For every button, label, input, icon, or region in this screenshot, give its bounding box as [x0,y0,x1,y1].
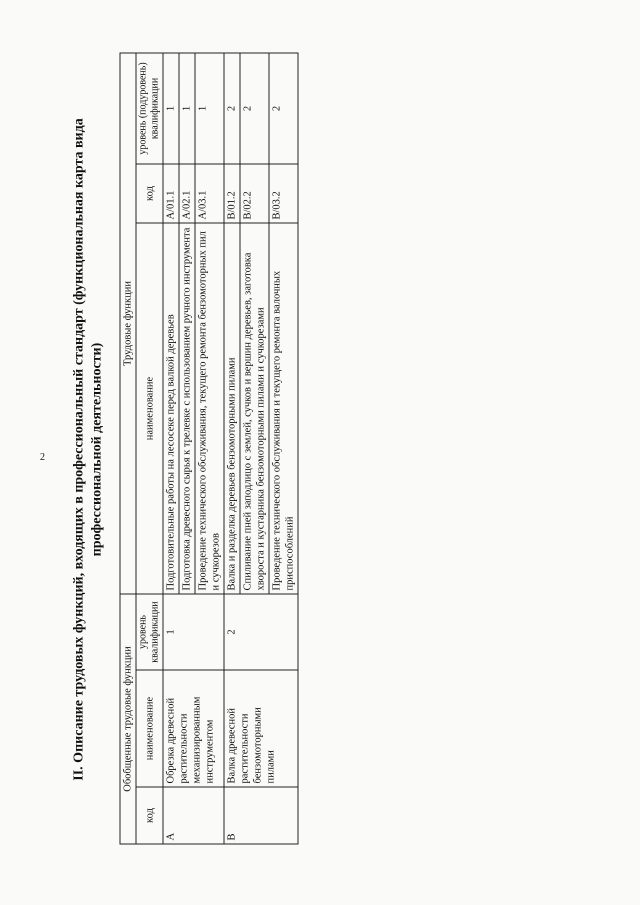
header-function-code: код [136,164,163,223]
function-name: Подготовка древесного сырья к трелевке с использованием ручного инструмента [179,223,195,594]
function-level: 1 [163,53,179,164]
function-level: 1 [179,53,195,164]
function-code: A/01.1 [163,164,179,223]
header-generalized-functions: Обобщенные трудовые функции [120,594,136,844]
group-name: Обрезка древесной растительности механизированным инструментом [163,670,224,787]
function-level: 2 [269,53,298,164]
group-name: Валка древесной растительности бензомоторными пилами [224,670,298,787]
function-code: B/02.2 [240,164,269,223]
header-function-level: уровень (подуровень) квалификации [136,53,163,164]
table-row [224,53,240,844]
function-name: Проведение технического обслуживания, текущего ремонта бензомоторных пил и сучкорезов [195,223,224,594]
functional-map-table [120,52,299,844]
function-code: A/02.1 [179,164,195,223]
function-name: Подготовительные работы на лесосеке перед валкой деревьев [163,223,179,594]
group-level: 1 [163,594,224,670]
section-title-line-1: II. Описание трудовых функций, входящих в профессиональный стандарт (функциональная карта вида [71,118,87,781]
function-code: B/03.2 [269,164,298,223]
table-body [163,53,298,844]
header-code: код [136,787,163,844]
header-name: наименование [136,670,163,787]
section-title-line-2: профессиональной деятельности) [89,342,105,557]
function-name: Валка и разделка деревьев бензомоторными пилами [224,223,240,594]
table-row [163,53,179,844]
function-level: 1 [195,53,224,164]
function-name: Проведение технического обслуживания и текущего ремонта валочных приспособлений [269,223,298,594]
function-code: B/01.2 [224,164,240,223]
group-level: 2 [224,594,298,670]
function-code: A/03.1 [195,164,224,223]
group-code: A [163,787,224,844]
table-header [120,53,163,844]
rotated-sheet [1,0,640,905]
group-code: B [224,787,298,844]
section-title [71,55,107,845]
page-number: 2 [40,452,45,463]
header-function-name: наименование [136,223,163,594]
function-level: 2 [224,53,240,164]
header-labor-functions: Трудовые функции [120,53,136,594]
header-qualification-level: уровень квалификации [136,594,163,670]
function-name: Спиливание пней заподлицо с землей, сучков и вершин деревьев, заготовка хвороста и кустарника бензомоторными пилами и сучкорезами [240,223,269,594]
function-level: 2 [240,53,269,164]
